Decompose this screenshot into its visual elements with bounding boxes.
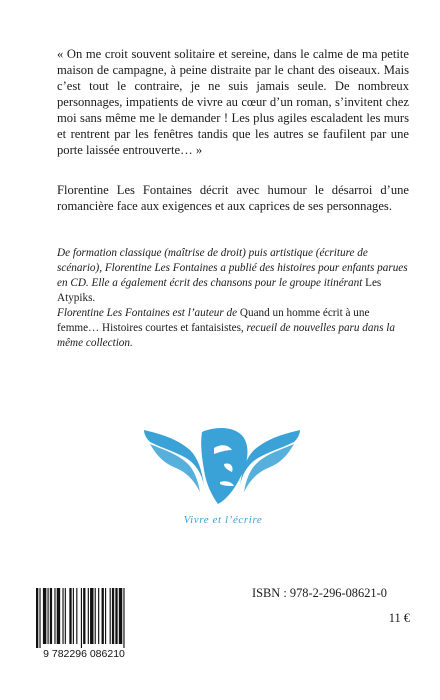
collection-name: Vivre et l’écrire — [183, 514, 263, 526]
back-cover-quote: « On me croit souvent solitaire et sereine, dans le calme de ma petite maison de campagne, à peine distraite par le chant des oiseaux. Mais c’est tout le contraire, je ne suis jamais seule. De nombreux personnages, impatients de vivre au cœur d’un roman, s’invitent chez moi sans même me le demander ! Les plus agiles escaladent les murs et rentrent par les fenêtres tandis que les autres se faufilent par une porte laissée entrouverte… » — [57, 47, 409, 157]
barcode-icon — [28, 586, 140, 660]
bio-1-italic: De formation classique (maîtrise de droit) puis artistique (écriture de scénario), Florentine Les Fontaines a publié des histoires pour enfants parues en CD. Elle a également écrit des chansons pour le groupe itinérant — [57, 247, 408, 289]
bio-1-band-name: Les Atypiks. — [57, 277, 382, 304]
bio-2-italic-b: recueil de nouvelles paru dans la même collection. — [57, 322, 395, 349]
face-and-wings-logo-icon — [140, 424, 304, 508]
back-cover-summary: Florentine Les Fontaines décrit avec humour le désarroi d’une romancière face aux exigences et aux caprices de ses personnages. — [57, 183, 409, 213]
author-bio-paragraph-1 — [57, 246, 409, 306]
price: 11 € — [388, 611, 410, 625]
author-bio-paragraph-2 — [57, 306, 409, 351]
author-bio — [57, 246, 409, 351]
bio-2-book-title: Quand un homme écrit à une femme… Histoires courtes et fantaisistes, — [57, 307, 370, 334]
barcode-digits: 9 782296 086210 — [43, 648, 125, 660]
bio-2-italic-a: Florentine Les Fontaines est l’auteur de — [57, 307, 240, 319]
isbn: ISBN : 978-2-296-08621-0 — [252, 586, 387, 600]
